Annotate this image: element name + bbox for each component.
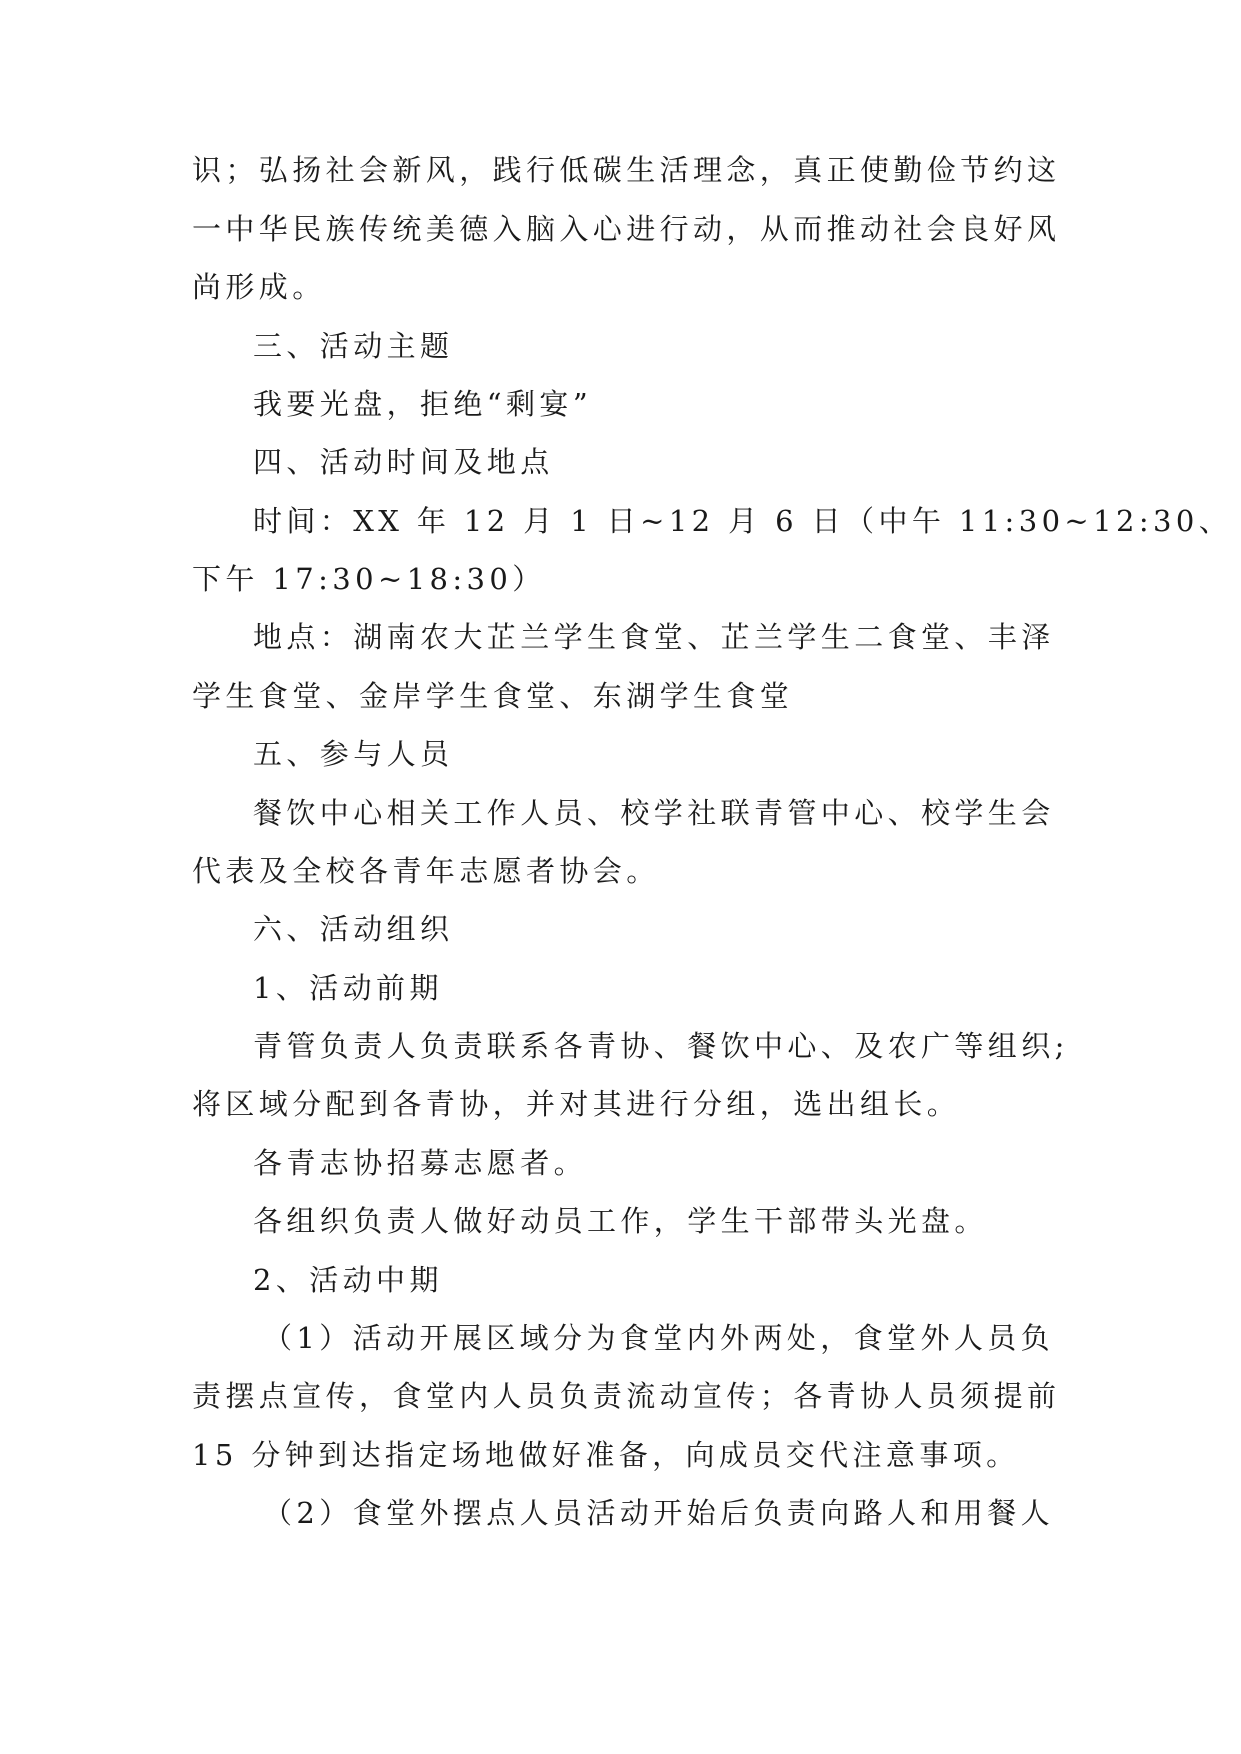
body-text-line: 将区域分配到各青协，并对其进行分组，选出组长。 (192, 1087, 961, 1121)
body-text-line: 下午 17:30~18:30） (192, 562, 546, 596)
body-text-line: 青管负责人负责联系各青协、餐饮中心、及农广等组织; (253, 1029, 1069, 1063)
section-heading: 三、活动主题 (253, 329, 454, 363)
body-text-line: 时间：XX 年 12 月 1 日~12 月 6 日（中午 11:30~12:30、 (253, 504, 1233, 538)
body-text-line: 我要光盘，拒绝“剩宴” (253, 387, 593, 421)
body-text-line: 责摆点宣传，食堂内人员负责流动宣传；各青协人员须提前 (192, 1379, 1061, 1413)
body-text-line: 学生食堂、金岸学生食堂、东湖学生食堂 (192, 679, 794, 713)
section-heading: 六、活动组织 (253, 912, 454, 946)
body-text-line: 代表及全校各青年志愿者协会。 (192, 854, 660, 888)
body-text-line: 各组织负责人做好动员工作，学生干部带头光盘。 (253, 1204, 988, 1238)
body-text-line: 识；弘扬社会新风，践行低碳生活理念，真正使勤俭节约这 (192, 153, 1061, 187)
body-text-line: 尚形成。 (192, 270, 326, 304)
body-text-line: 各青志协招募志愿者。 (253, 1146, 588, 1180)
subsection-heading: 2、活动中期 (253, 1263, 443, 1297)
body-text-line: （2）食堂外摆点人员活动开始后负责向路人和用餐人 (263, 1496, 1055, 1530)
section-heading: 四、活动时间及地点 (253, 445, 554, 479)
body-text-line: 15 分钟到达指定场地做好准备，向成员交代注意事项。 (192, 1438, 1020, 1472)
body-text-line: （1）活动开展区域分为食堂内外两处，食堂外人员负 (263, 1321, 1055, 1355)
body-text-line: 一中华民族传统美德入脑入心进行动，从而推动社会良好风 (192, 212, 1061, 246)
section-heading: 五、参与人员 (253, 737, 454, 771)
subsection-heading: 1、活动前期 (253, 971, 443, 1005)
body-text-line: 餐饮中心相关工作人员、校学社联青管中心、校学生会 (253, 796, 1055, 830)
body-text-line: 地点：湖南农大芷兰学生食堂、芷兰学生二食堂、丰泽 (253, 620, 1055, 654)
